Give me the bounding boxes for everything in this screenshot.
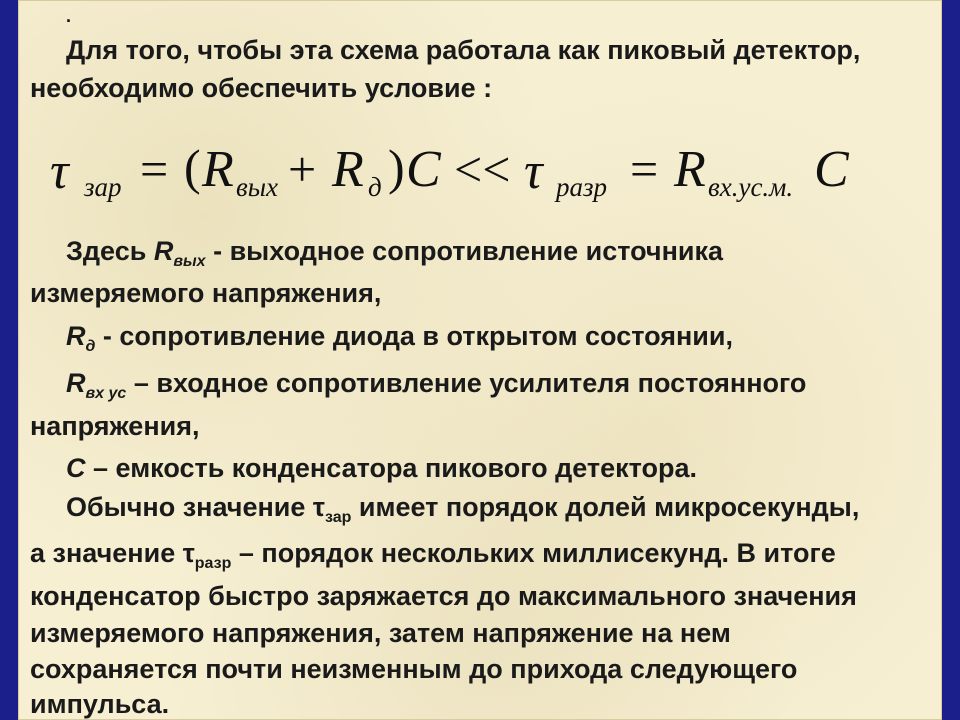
plus-sign: + [288,141,317,197]
tau-charge-symbol: τ [50,143,69,200]
def-r-diode-line [66,321,733,355]
para-line-1-start: Обычно значение τ [66,492,325,522]
tau-discharge-subscript: разр [556,172,608,202]
def-r-out-line-2: измеряемого напряжения, [30,278,382,308]
def-r-out-text: - выходное сопротивление источника [213,236,724,266]
para-line-2-start: а значение τ [30,538,195,568]
intro-line-1: Для того, чтобы эта схема работала как пиковый детектор, [66,35,861,65]
para-line-6: импульса. [30,689,170,719]
para-line-5: сохраняется почти неизменным до прихода следующего [30,654,798,684]
r-input-subscript: вх.ус.м. [708,172,794,202]
capacitance-symbol-2: C [814,141,849,198]
para-line-2 [30,538,836,572]
tau-charge-subscript: зар [84,172,122,202]
r-diode-subscript: д [368,172,382,202]
def-r-diode-subscript: д [85,338,96,355]
slide-background [18,0,942,720]
bullet-dot: . [66,6,72,26]
much-less-sign: << [454,141,511,197]
def-r-input-subscript: вх ус [85,385,127,402]
para-tau-discharge-subscript: разр [194,555,232,572]
para-line-2-end: – порядок нескольких миллисекунд. В итоге [238,538,836,568]
para-line-1-end: имеет порядок долей микросекунды, [358,492,860,522]
def-r-input-line-2: напряжения, [30,411,200,441]
def-r-out-subscript: вых [173,253,206,270]
r-out-symbol: R [202,141,234,198]
def-r-diode-symbol: R [66,321,86,351]
r-out-subscript: вых [236,172,278,202]
para-line-1 [66,492,860,526]
equals-sign-2: = [630,141,659,197]
def-r-input-line-1 [66,368,807,402]
def-r-input-text: – входное сопротивление усилителя постоянного [133,368,807,398]
def-capacitance-line [66,455,697,482]
para-line-3: конденсатор быстро заряжается до максимального значения [30,581,857,611]
tau-discharge-symbol: τ [524,143,543,200]
r-input-symbol: R [674,141,706,198]
def-r-diode-text: - сопротивление диода в открытом состоянии, [102,321,733,351]
capacitance-symbol-1: C [406,141,441,198]
def-capacitance-text: – емкость конденсатора пикового детектора. [93,453,698,483]
def-r-out-symbol: R [153,236,174,266]
peak-detector-condition-formula [50,139,870,202]
intro-line-2: необходимо обеспечить условие : [30,73,493,103]
def-r-input-symbol: R [66,368,86,398]
equals-sign-1: = [140,141,169,197]
def-zdes-word: Здесь [66,236,147,266]
para-line-4: измеряемого напряжения, затем напряжение на нем [30,618,731,648]
para-tau-charge-subscript: зар [324,509,352,526]
def-capacitance-symbol: C [66,453,86,483]
def-r-out-line-1 [66,236,724,270]
right-paren: ) [388,139,405,195]
r-diode-symbol: R [332,141,364,198]
left-paren: ( [184,139,201,195]
